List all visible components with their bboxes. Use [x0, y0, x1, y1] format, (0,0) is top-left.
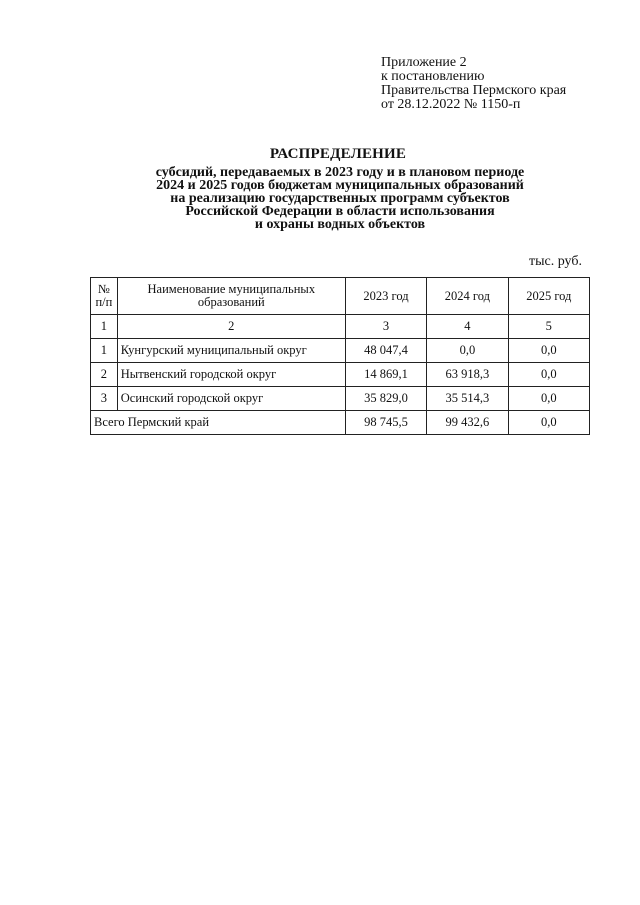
column-index: 5: [508, 315, 589, 339]
column-index: 4: [427, 315, 508, 339]
column-index-row: [91, 315, 590, 339]
distribution-table: [90, 277, 590, 435]
table-total-row: [91, 411, 590, 435]
row-2024: 0,0: [427, 339, 508, 363]
document-title: РАСПРЕДЕЛЕНИЕ: [269, 146, 407, 162]
header-2024: 2024 год: [427, 278, 508, 315]
table-row: [91, 387, 590, 411]
header-num: № п/п: [91, 278, 118, 315]
row-2025: 0,0: [508, 363, 589, 387]
header-2023: 2023 год: [345, 278, 426, 315]
subtitle-line: на реализацию государственных программ субъектов: [170, 191, 510, 206]
row-2023: 48 047,4: [345, 339, 426, 363]
subtitle-line: 2024 и 2025 годов бюджетам муниципальных образований: [156, 178, 524, 193]
total-2024: 99 432,6: [427, 411, 508, 435]
appendix-line-4: от 28.12.2022 № 1150-п: [381, 97, 521, 112]
appendix-line-3: Правительства Пермского края: [381, 83, 567, 98]
column-index: 1: [91, 315, 118, 339]
row-2023: 35 829,0: [345, 387, 426, 411]
subtitle-line: и охраны водных объектов: [254, 217, 426, 232]
row-2023: 14 869,1: [345, 363, 426, 387]
table-header-row: [91, 278, 590, 315]
row-name: Кунгурский муниципальный округ: [117, 339, 345, 363]
row-2025: 0,0: [508, 339, 589, 363]
appendix-block: [381, 56, 566, 112]
subtitle-line: субсидий, передаваемых в 2023 году и в плановом периоде: [155, 165, 525, 180]
column-index: 3: [345, 315, 426, 339]
row-name: Осинский городской округ: [117, 387, 345, 411]
subtitle-line: Российской Федерации в области использования: [185, 204, 495, 219]
header-2025: 2025 год: [508, 278, 589, 315]
appendix-line-1: Приложение 2: [381, 55, 467, 70]
document-subtitle: [130, 166, 550, 231]
row-2024: 63 918,3: [427, 363, 508, 387]
total-2025: 0,0: [508, 411, 589, 435]
column-index: 2: [117, 315, 345, 339]
table-row: [91, 363, 590, 387]
appendix-line-2: к постановлению: [381, 69, 485, 84]
row-num: 1: [91, 339, 118, 363]
row-2025: 0,0: [508, 387, 589, 411]
header-name: Наименование муниципальных образований: [117, 278, 345, 315]
currency-unit: тыс. руб.: [529, 254, 582, 269]
row-name: Нытвенский городской округ: [117, 363, 345, 387]
total-2023: 98 745,5: [345, 411, 426, 435]
row-2024: 35 514,3: [427, 387, 508, 411]
row-num: 2: [91, 363, 118, 387]
row-num: 3: [91, 387, 118, 411]
total-label: Всего Пермский край: [91, 411, 346, 435]
table-row: [91, 339, 590, 363]
